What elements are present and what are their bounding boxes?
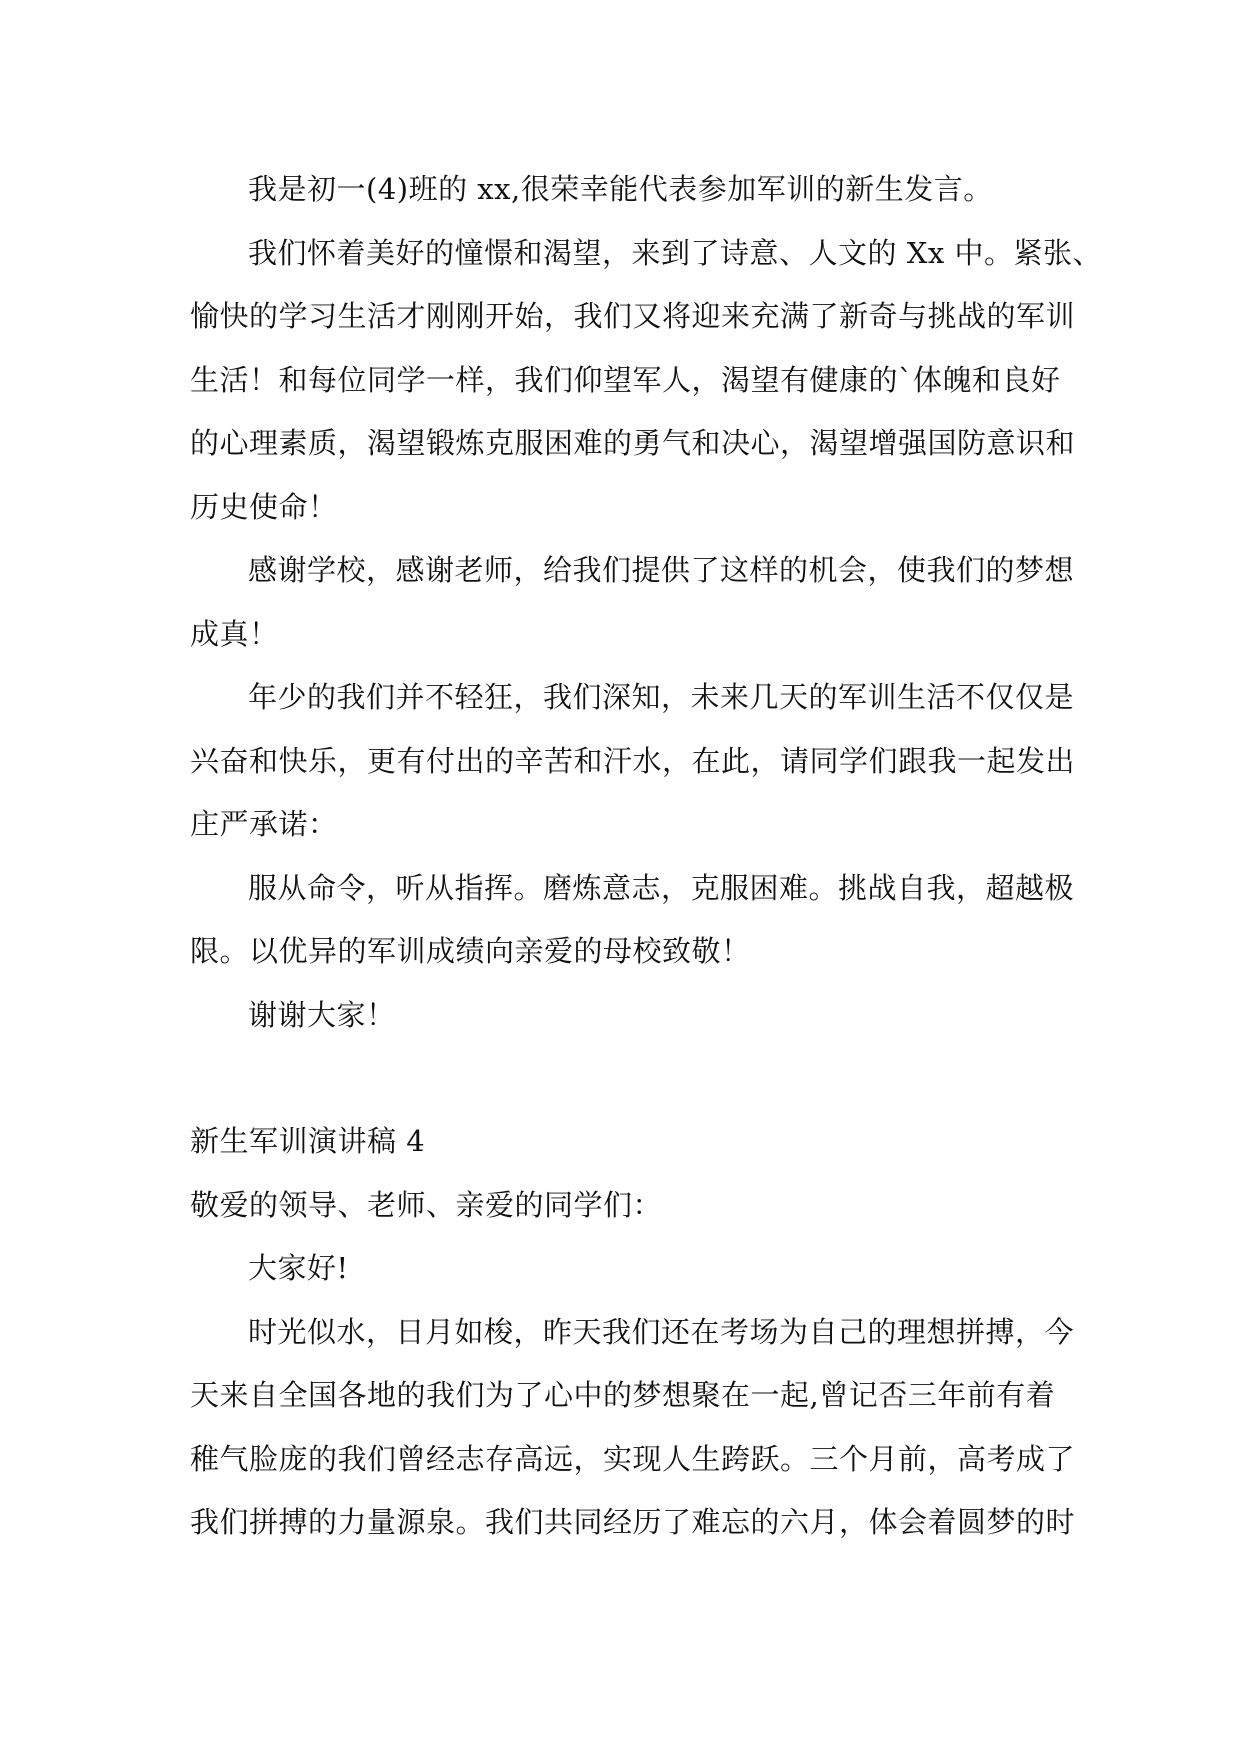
text-line: 我是初一(4)班的 xx,很荣幸能代表参加军训的新生发言。 (248, 172, 993, 206)
text-line: 的心理素质，渴望锻炼克服困难的勇气和决心，渴望增强国防意识和 (190, 426, 1076, 460)
text-line: 服从命令，听从指挥。磨炼意志，克服困难。挑战自我，超越极 (248, 870, 1075, 905)
paragraph-thank-you (190, 984, 1060, 1048)
text-line: 成真！ (190, 616, 279, 651)
paragraph-thanks-school (190, 539, 1075, 666)
paragraph-pledge (190, 857, 1075, 984)
salutation: 敬爱的领导、老师、亲爱的同学们： (190, 1187, 663, 1222)
text-line: 我们拼搏的力量源泉。我们共同经历了难忘的六月，体会着圆梦的时 (190, 1505, 1076, 1539)
paragraph-time-flies (190, 1301, 1076, 1555)
text-line: 生活！和每位同学一样，我们仰望军人，渴望有健康的`体魄和良好 (190, 362, 1061, 397)
text-line: 谢谢大家！ (248, 997, 396, 1032)
paragraph-intro (190, 158, 1060, 222)
section-title: 新生军训演讲稿 4 (190, 1124, 426, 1158)
text-line: 我们怀着美好的憧憬和渴望，来到了诗意、人文的 Xx 中。紧张、 (248, 235, 1102, 270)
text-line: 稚气脸庞的我们曾经志存高远，实现人生跨跃。三个月前，高考成了 (190, 1441, 1076, 1476)
greeting: 大家好! (248, 1251, 349, 1285)
paragraph-pledge-intro (190, 666, 1076, 857)
text-line: 愉快的学习生活才刚刚开始，我们又将迎来充满了新奇与挑战的军训 (190, 299, 1076, 333)
text-line: 年少的我们并不轻狂，我们深知，未来几天的军训生活不仅仅是 (248, 680, 1075, 714)
text-line: 感谢学校，感谢老师，给我们提供了这样的机会，使我们的梦想 (248, 553, 1075, 587)
document-body (190, 158, 1102, 1555)
text-line: 兴奋和快乐，更有付出的辛苦和汗水，在此，请同学们跟我一起发出 (190, 743, 1076, 778)
text-line: 限。以优异的军训成绩向亲爱的母校致敬！ (190, 934, 751, 968)
text-line: 时光似水，日月如梭，昨天我们还在考场为自己的理想拼搏，今 (248, 1314, 1075, 1349)
paragraph-aspiration (190, 222, 1102, 540)
text-line: 庄严承诺： (190, 807, 338, 841)
text-line: 天来自全国各地的我们为了心中的梦想聚在一起,曾记否三年前有着 (190, 1378, 1056, 1412)
text-line: 历史使命！ (190, 489, 338, 524)
